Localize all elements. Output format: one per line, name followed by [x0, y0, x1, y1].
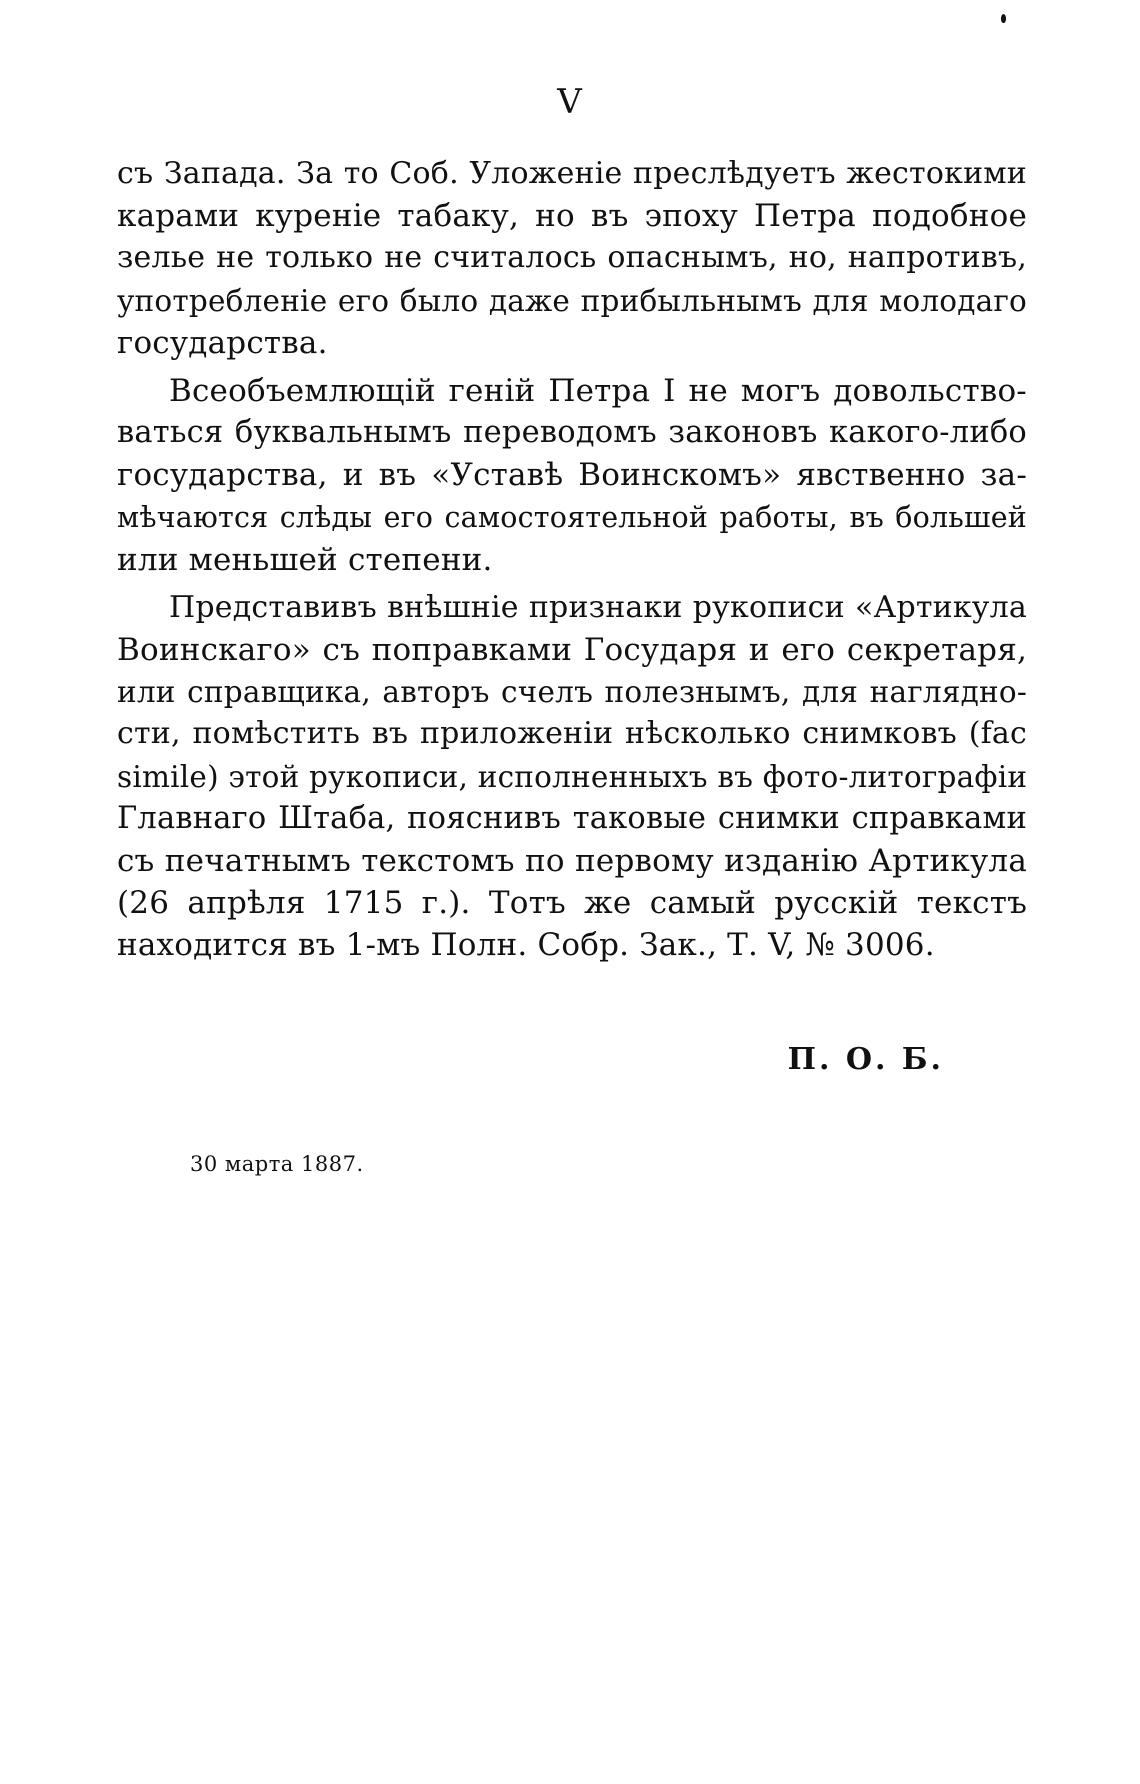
text-line: съ Запада. За то Соб. Уложеніе преслѣдуетъ жестокими [117, 156, 1027, 191]
text-line: или справщика, авторъ счелъ полезнымъ, для нагляднo- [117, 675, 1027, 710]
text-line: (26 апрѣля 1715 г.). Тотъ же самый русскій текстъ [117, 885, 1027, 922]
text-line: государства, и въ «Уставѣ Воинскомъ» явственно за- [117, 457, 1027, 494]
text-line: съ печатнымъ текстомъ по первому изданію Артикула [117, 843, 1027, 879]
paragraph-2 [117, 370, 1027, 581]
ink-speck [1001, 14, 1006, 23]
text-line: Воинскаго» съ поправками Государя и его секретаря, [117, 632, 1027, 669]
paragraph-1 [117, 153, 1027, 364]
text-line: simile) этой рукописи, исполненныхъ въ фото-литографіи [117, 759, 1028, 794]
text-line: Главнаго Штаба, пояснивъ таковые снимки справками [117, 800, 1027, 836]
text-line: мѣчаются слѣды его самостоятельной работы, въ большей [117, 500, 1027, 534]
text-line: Представивъ внѣшніе признаки рукописи «Артикула [169, 589, 1027, 625]
page-number: V [557, 82, 583, 122]
text-line: или меньшей степени. [117, 541, 493, 578]
author-initials: П. О. Б. [787, 1042, 944, 1077]
text-line: находится въ 1-мъ Полн. Собр. Зак., Т. V, № 3006. [117, 927, 935, 964]
text-line: карами куреніе табаку, но въ эпоху Петра подобное [117, 198, 1027, 235]
text-line: государства. [117, 324, 328, 361]
date-line: 30 марта 1887. [190, 1152, 364, 1176]
text-line: употребленіе его было даже прибыльнымъ для молодаго [117, 283, 1027, 318]
text-line: сти, помѣстить въ приложеніи нѣсколько снимковъ (fac [117, 716, 1027, 752]
body-text [117, 153, 1027, 967]
text-line: Всеобъемлющій геній Петра I не могъ довольство- [169, 372, 1027, 409]
paragraph-3 [117, 587, 1027, 967]
text-line: зелье не только не считалось опаснымъ, но, напротивъ, [117, 240, 1027, 276]
text-line: ваться буквальнымъ переводомъ законовъ какого-либо [117, 415, 1027, 451]
